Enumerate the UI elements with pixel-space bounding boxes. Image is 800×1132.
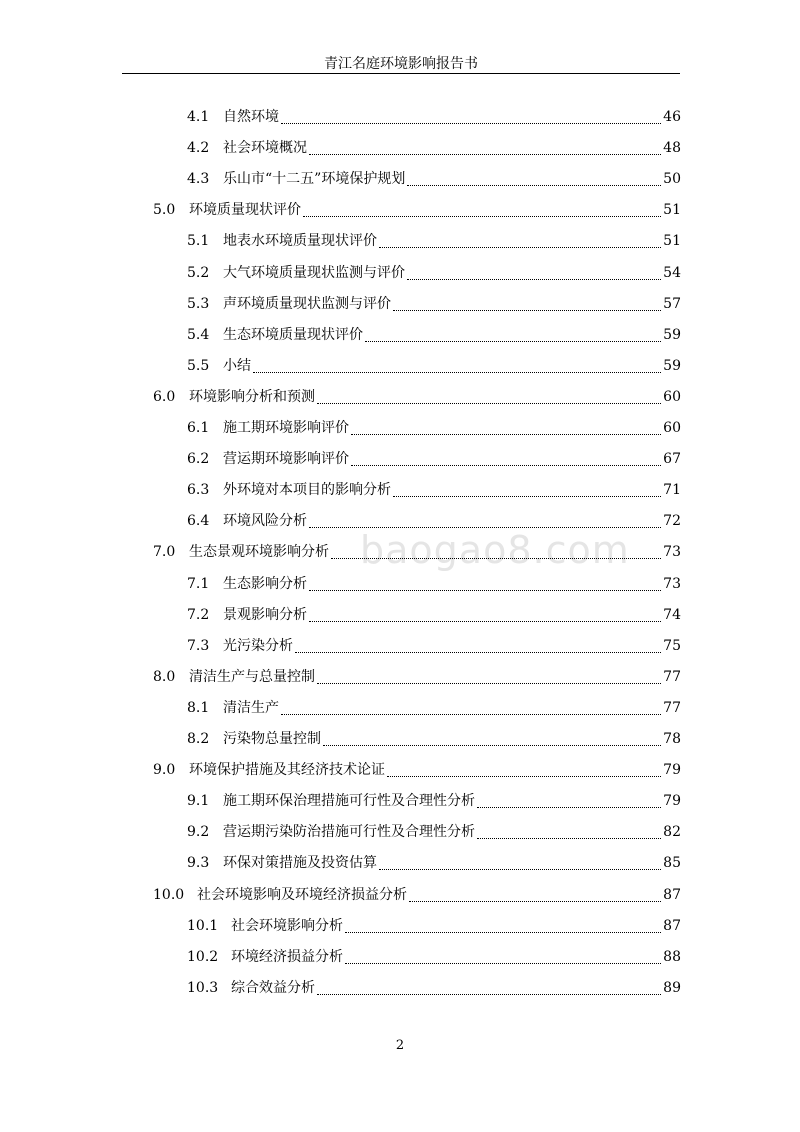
toc-leader-dots [393,495,661,497]
toc-entry[interactable] [187,941,681,967]
toc-entry-number: 9.2 [187,824,210,841]
toc-leader-dots [317,402,661,404]
toc-entry[interactable] [153,754,681,780]
toc-entry-label [187,107,279,127]
toc-leader-dots [477,806,661,808]
toc-entry[interactable] [187,816,681,842]
toc-entry-number: 6.2 [187,451,210,468]
page-number: 2 [395,1038,405,1053]
toc-entry-title: 光污染分析 [223,637,293,654]
toc-leader-dots [351,464,661,466]
toc-entry[interactable] [187,692,681,718]
toc-leader-dots [281,713,661,715]
toc-entry-label [187,791,475,811]
toc-entry-number: 4.1 [187,109,210,125]
toc-entry-label [187,822,475,842]
toc-entry-title: 环境保护措施及其经济技术论证 [189,762,385,779]
toc-entry-title: 外环境对本项目的影响分析 [223,482,391,499]
toc-entry-number: 5.1 [187,233,210,250]
toc-entry-title: 综合效益分析 [231,979,315,996]
toc-entry-page: 51 [663,233,681,250]
toc-leader-dots [407,184,661,186]
toc-entry-title: 社会环境影响及环境经济损益分析 [197,886,407,903]
toc-entry[interactable] [187,225,681,251]
toc-entry[interactable] [153,661,681,687]
toc-entry-label [187,698,279,718]
toc-entry[interactable] [187,723,681,749]
toc-leader-dots [253,371,661,373]
toc-entry[interactable] [187,785,681,811]
toc-entry-number: 6.1 [187,420,210,436]
toc-entry-number: 7.2 [187,606,210,623]
toc-leader-dots [323,744,661,746]
toc-entry-label [187,480,391,500]
toc-entry-number: 7.0 [153,544,176,561]
toc-entry-page: 46 [663,109,681,125]
toc-entry-page: 57 [663,295,681,312]
toc-leader-dots [345,962,661,964]
toc-entry-title: 环境质量现状评价 [189,202,301,219]
toc-leader-dots [379,868,661,870]
toc-entry-page: 78 [663,731,681,747]
toc-entry-title: 环境影响分析和预测 [189,388,315,405]
toc-entry-label [187,418,349,438]
toc-entry-number: 10.1 [187,917,219,934]
toc-entry-page: 82 [663,824,681,841]
toc-entry-label [153,885,407,905]
toc-leader-dots [309,620,661,622]
toc-entry-number: 8.0 [153,668,176,685]
running-header: 青江名庭环境影响报告书 [324,56,478,72]
toc-entry-label [187,605,307,625]
toc-entry-page: 59 [663,326,681,343]
toc-leader-dots [317,682,661,684]
toc-entry-number: 8.1 [187,699,210,716]
toc-entry-number: 6.3 [187,482,210,499]
toc-entry-page: 51 [663,202,681,219]
toc-entry-label [187,356,251,376]
toc-leader-dots [393,309,661,311]
header-rule [122,73,680,74]
toc-entry-title: 生态影响分析 [223,575,307,592]
toc-leader-dots [331,557,661,559]
toc-entry[interactable] [187,257,681,283]
toc-leader-dots [317,993,661,995]
toc-entry-label [187,294,391,314]
toc-entry-number: 7.1 [187,575,210,592]
toc-entry-title: 营运期污染防治措施可行性及合理性分析 [223,824,475,841]
toc-entry-page: 77 [663,699,681,716]
toc-entry-label [187,325,363,345]
toc-entry[interactable] [187,412,681,438]
toc-entry-title: 社会环境概况 [223,140,307,157]
toc-entry-title: 声环境质量现状监测与评价 [223,295,391,312]
toc-entry-label [187,916,343,936]
toc-entry-title: 景观影响分析 [223,606,307,623]
toc-entry-label [187,231,377,251]
toc-entry[interactable] [187,847,681,873]
toc-entry[interactable] [187,443,681,469]
toc-entry-title: 社会环境影响分析 [231,917,343,934]
toc-entry-title: 地表水环境质量现状评价 [223,233,377,250]
toc-entry-number: 5.4 [187,326,210,343]
toc-entry-page: 88 [663,948,681,965]
toc-entry-label [187,169,405,189]
toc-entry-label [187,511,307,531]
toc-entry[interactable] [153,381,681,407]
toc-entry[interactable] [187,505,681,531]
toc-entry-label [187,853,377,873]
toc-leader-dots [409,900,661,902]
toc-leader-dots [351,433,661,435]
toc-entry-title: 清洁生产与总量控制 [189,668,315,685]
toc-entry-page: 89 [663,979,681,996]
toc-entry-title: 乐山市“十二五”环境保护规划 [223,171,406,188]
toc-entry-label [187,947,343,967]
toc-leader-dots [281,122,661,124]
toc-entry-label [153,760,385,780]
toc-entry-label [187,138,307,158]
toc-entry-label [187,978,315,998]
toc-entry-title: 营运期环境影响评价 [223,451,349,468]
toc-entry[interactable] [187,568,681,594]
toc-entry-label [187,263,405,283]
toc-entry-label [153,200,301,220]
toc-entry-number: 9.3 [187,855,210,872]
toc-entry-number: 4.3 [187,171,210,188]
toc-entry-label [187,574,307,594]
toc-entry-number: 5.0 [153,202,176,219]
toc-entry-page: 73 [663,544,681,561]
toc-leader-dots [387,775,661,777]
toc-entry-label [187,449,349,469]
toc-entry[interactable] [187,599,681,625]
toc-entry-number: 6.4 [187,513,210,530]
toc-entry-title: 环境经济损益分析 [231,948,343,965]
toc-entry-title: 生态环境质量现状评价 [223,326,363,343]
toc-leader-dots [407,278,661,280]
toc-entry-title: 小结 [223,357,251,374]
toc-entry-page: 77 [663,668,681,685]
toc-entry-number: 5.2 [187,264,210,281]
toc-entry[interactable] [187,132,681,158]
toc-entry-page: 74 [663,606,681,623]
toc-entry-number: 9.0 [153,762,176,779]
toc-entry-title: 清洁生产 [223,699,279,716]
toc-entry-number: 9.1 [187,793,210,810]
toc-entry-title: 环境风险分析 [223,513,307,530]
toc-entry-number: 10.3 [187,979,219,996]
toc-entry[interactable] [187,101,681,127]
toc-entry-page: 67 [663,451,681,468]
toc-entry-title: 施工期环保治理措施可行性及合理性分析 [223,793,475,810]
toc-entry-label [153,667,315,687]
toc-entry-title: 自然环境 [223,109,279,125]
watermark: baogao8.com [360,528,630,572]
toc-leader-dots [379,246,661,248]
toc-entry[interactable] [187,350,681,376]
toc-entry-number: 8.2 [187,731,210,747]
toc-entry[interactable] [187,630,681,656]
toc-entry-number: 6.0 [153,388,176,405]
toc-leader-dots [345,931,661,933]
toc-entry[interactable] [187,910,681,936]
toc-entry-page: 73 [663,575,681,592]
toc-entry-page: 87 [663,917,681,934]
toc-entry-page: 71 [663,482,681,499]
toc-entry-number: 7.3 [187,637,210,654]
toc-entry-page: 85 [663,855,681,872]
toc-entry-number: 5.5 [187,357,210,374]
toc-entry-label [187,729,321,749]
toc-entry-title: 施工期环境影响评价 [223,420,349,436]
toc-entry-page: 72 [663,513,681,530]
toc-leader-dots [309,526,661,528]
toc-entry-page: 48 [663,140,681,157]
toc-leader-dots [477,837,661,839]
toc-entry[interactable] [187,319,681,345]
toc-entry[interactable] [187,972,681,998]
toc-entry-page: 79 [663,793,681,810]
toc-leader-dots [309,589,661,591]
toc-entry-page: 59 [663,357,681,374]
toc-entry[interactable] [187,288,681,314]
toc-leader-dots [309,153,661,155]
toc-entry-title: 污染物总量控制 [223,731,321,747]
toc-entry-number: 10.0 [153,886,185,903]
toc-entry-number: 5.3 [187,295,210,312]
toc-entry-title: 生态景观环境影响分析 [189,544,329,561]
toc-entry-title: 环保对策措施及投资估算 [223,855,377,872]
toc-entry[interactable] [187,474,681,500]
toc-entry[interactable] [187,163,681,189]
toc-entry-page: 60 [663,388,681,405]
toc-entry-label [153,542,329,562]
toc-entry-page: 87 [663,886,681,903]
toc-entry-page: 50 [663,171,681,188]
toc-entry-page: 75 [663,637,681,654]
toc-entry[interactable] [153,194,681,220]
toc-entry[interactable] [153,536,681,562]
toc-entry-number: 4.2 [187,140,210,157]
toc-entry-label [153,387,315,407]
toc-entry-page: 79 [663,762,681,779]
toc-leader-dots [365,340,661,342]
toc-entry-title: 大气环境质量现状监测与评价 [223,264,405,281]
toc-leader-dots [303,215,661,217]
toc-entry-number: 10.2 [187,948,219,965]
toc-entry-page: 60 [663,420,681,436]
toc-leader-dots [295,651,661,653]
toc-entry-page: 54 [663,264,681,281]
toc-entry[interactable] [153,879,681,905]
toc-entry-label [187,636,293,656]
